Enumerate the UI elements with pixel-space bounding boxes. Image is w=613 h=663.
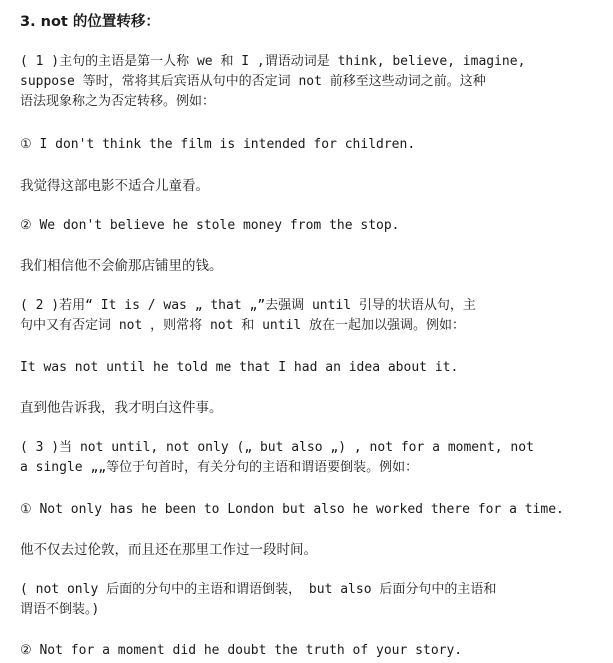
note-line-2: 谓语不倒装。) [20,602,100,617]
inversion-note [20,580,599,620]
example-3-translation: 直到他告诉我，我才明白这件事。 [20,400,223,416]
rule-paragraph-1 [20,52,599,112]
rule-3-line-1: ( 3 )当 not until, not only („ but also „) , not for a moment, not [20,440,534,455]
example-3-english: It was not until he told me that I had an idea about it. [20,360,459,375]
rule-1-line-2: suppose 等时，常将其后宾语从句中的否定词 not 前移至这些动词之前。这种 [20,74,486,89]
example-5-english: ② Not for a moment did he doubt the truth of your story. [20,643,463,658]
example-1-english: ① I don't think the film is intended for children. [20,137,416,152]
example-4-translation: 他不仅去过伦敦，而且还在那里工作过一段时间。 [20,542,317,558]
example-2-english: ② We don't believe he stole money from the stop. [20,218,400,233]
rule-2-line-2: 句中又有否定词 not ，则常将 not 和 until 放在一起加以强调。例如： [20,318,466,333]
example-1-translation: 我觉得这部电影不适合儿童看。 [20,178,209,194]
example-4-english: ① Not only has he been to London but also he worked there for a time. [20,502,564,517]
rule-1-line-3: 语法现象称之为否定转移。例如： [20,94,216,109]
rule-3-line-2: a single „„等位于句首时，有关分句的主语和谓语要倒装。例如： [20,460,419,475]
example-2-translation: 我们相信他不会偷那店铺里的钱。 [20,258,223,274]
section-heading: 3. not 的位置转移： [20,14,160,30]
rule-1-line-1: ( 1 )主句的主语是第一人称 we 和 I ,谓语动词是 think, believe, imagine, [20,54,526,69]
rule-paragraph-2 [20,296,599,336]
note-line-1: ( not only 后面的分句中的主语和谓语倒装， but also 后面分句中的主语和 [20,582,497,597]
rule-paragraph-3 [20,438,599,478]
rule-2-line-1: ( 2 )若用“ It is / was „ that „”去强调 until 引导的状语从句，主 [20,298,476,313]
